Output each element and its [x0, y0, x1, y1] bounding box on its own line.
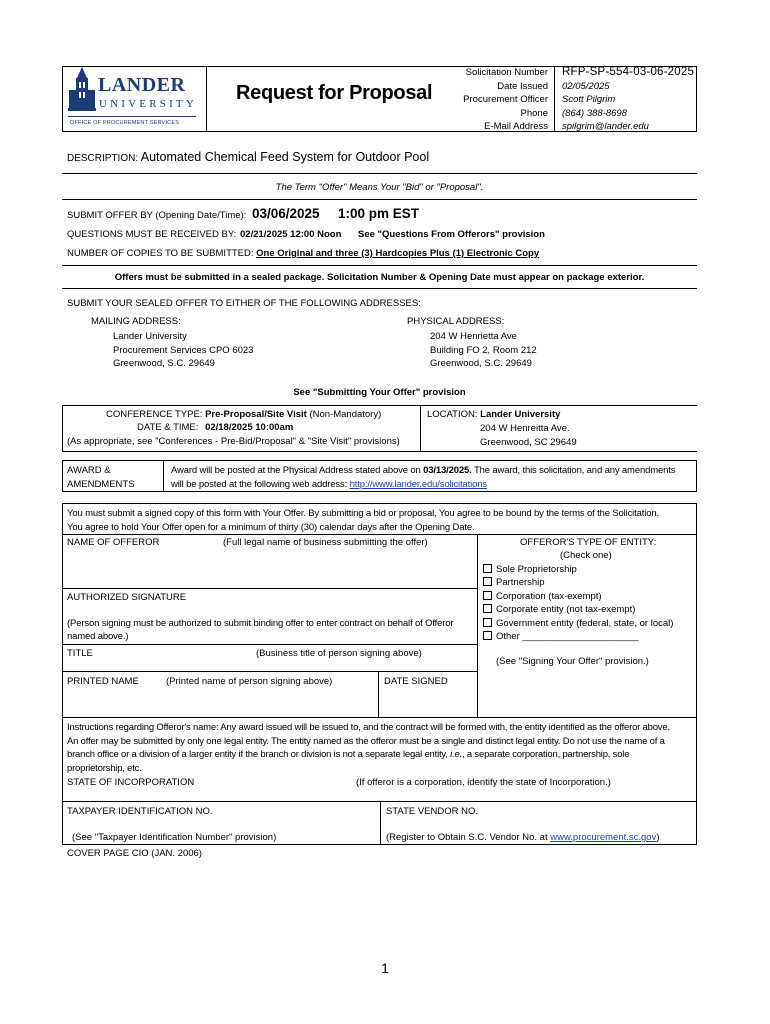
- copies-row: [67, 248, 539, 259]
- offeror-name-field[interactable]: [63, 550, 476, 588]
- entity-options: [483, 563, 673, 643]
- date-signed-label: DATE SIGNED: [384, 676, 448, 687]
- value-date-issued: 02/05/2025: [562, 80, 610, 92]
- award-text-3: will be posted at the following web address:: [171, 478, 350, 490]
- vendor-label: STATE VENDOR NO.: [386, 806, 479, 817]
- mailing-address: [113, 330, 253, 371]
- form-intro-line-1: You must submit a signed copy of this form with Your Offer. By submitting a bid or proposal, You agree to be bound by the terms of the Solicitation.: [67, 508, 659, 519]
- submit-by-label: SUBMIT OFFER BY (Opening Date/Time):: [67, 210, 247, 221]
- entity-option-corp-nonexempt[interactable]: [483, 603, 673, 616]
- entity-option-other[interactable]: [483, 630, 673, 643]
- label-procurement-officer: Procurement Officer: [463, 94, 548, 105]
- instructions: [67, 721, 693, 775]
- award-label-line-1: AWARD &: [67, 465, 111, 476]
- vendor-field[interactable]: [382, 818, 696, 830]
- conference-type-label: CONFERENCE TYPE:: [106, 409, 203, 420]
- label-date-issued: Date Issued: [497, 80, 548, 92]
- date-signed-divider: [378, 671, 379, 717]
- conference-type-note: (Non-Mandatory): [309, 409, 382, 420]
- entity-option-label: Corporate entity (not tax-exempt): [496, 604, 636, 616]
- physical-address: [430, 330, 537, 371]
- value-procurement-officer: Scott Pilgrim: [562, 94, 616, 105]
- entity-option-label: Partnership: [496, 577, 545, 589]
- label-solicitation-number: Solicitation Number: [465, 67, 548, 78]
- entity-option-corp-exempt[interactable]: [483, 590, 673, 603]
- entity-option-label: Sole Proprietorship: [496, 564, 577, 575]
- questions-note: See "Questions From Offerors" provision: [358, 229, 545, 240]
- date-signed-field[interactable]: [380, 690, 476, 716]
- conference-type-value: Pre-Proposal/Site Visit: [205, 409, 307, 420]
- solicitation-labels: [440, 66, 548, 134]
- copies-value: One Original and three (3) Hardcopies Plus (1) Electronic Copy: [256, 248, 540, 259]
- form-intro-line-2: You agree to hold Your Offer open for a minimum of thirty (30) calendar days after the Opening Date.: [67, 521, 475, 533]
- entity-option-label: Corporation (tax-exempt): [496, 590, 602, 602]
- solicitations-link[interactable]: http://www.lander.edu/solicitations: [349, 478, 487, 490]
- rule-name: [62, 588, 477, 589]
- signature-note-line-1: (Person signing must be authorized to submit binding offer to enter contract on behalf of Offeror: [67, 618, 454, 629]
- lander-tower-icon: [68, 66, 96, 114]
- rule-copies: [62, 265, 697, 266]
- logo-sub: UNIVERSITY: [99, 98, 197, 110]
- rule-signature: [62, 644, 477, 645]
- name-label: NAME OF OFFEROR: [67, 537, 160, 548]
- value-solicitation-number: RFP-SP-554-03-06-2025: [562, 66, 695, 78]
- tin-vendor-divider: [380, 801, 381, 845]
- instructions-3b: i.e.: [450, 749, 463, 760]
- lander-logo: [68, 66, 203, 130]
- entity-option-label: Other ______________________: [496, 631, 639, 643]
- entity-option-government[interactable]: [483, 617, 673, 630]
- state-incorporation-note: (If offeror is a corporation, identify the state of Incorporation.): [356, 777, 611, 788]
- instructions-line-1: Instructions regarding Offeror's name: Any award issued will be issued to, and the contract will be formed with, the entity identified as the offeror above.: [67, 722, 670, 733]
- checkbox-icon[interactable]: [483, 604, 492, 613]
- checkbox-icon[interactable]: [483, 591, 492, 600]
- entity-see-note: (See "Signing Your Offer" provision.): [496, 656, 649, 667]
- vendor-note-row: [386, 832, 660, 843]
- tin-label: TAXPAYER IDENTIFICATION NO.: [67, 806, 213, 817]
- footer-cover-page: COVER PAGE CIO (JAN. 2006): [67, 848, 202, 859]
- procurement-link[interactable]: www.procurement.sc.gov: [550, 832, 657, 843]
- title-note: (Business title of person signing above): [256, 648, 422, 659]
- questions-label: QUESTIONS MUST BE RECEIVED BY:: [67, 229, 237, 240]
- label-email: E-Mail Address: [484, 121, 548, 132]
- description-row: [67, 150, 429, 164]
- rule-offer-note: [62, 199, 697, 200]
- label-phone: Phone: [520, 107, 548, 119]
- value-phone: (864) 388-8698: [562, 107, 627, 119]
- entity-option-sole[interactable]: [483, 563, 673, 576]
- title-label: TITLE: [67, 648, 93, 659]
- name-note: (Full legal name of business submitting the offer): [223, 537, 428, 548]
- rule-intro: [62, 534, 697, 535]
- location-line: Greenwood, SC 29649: [480, 436, 577, 448]
- vendor-note-end: ): [656, 832, 660, 843]
- instructions-line-3: [67, 748, 693, 762]
- printed-name-label: PRINTED NAME: [67, 676, 139, 687]
- checkbox-icon[interactable]: [483, 618, 492, 627]
- mailing-line: Procurement Services CPO 6023: [113, 344, 254, 356]
- signature-note-line-2: named above.): [67, 630, 129, 642]
- copies-label: NUMBER OF COPIES TO BE SUBMITTED:: [67, 248, 254, 259]
- location-value: Lander University: [480, 409, 561, 420]
- header-divider-logo: [206, 66, 207, 132]
- offer-note: The Term "Offer" Means Your "Bid" or "Proposal".: [275, 182, 484, 193]
- physical-line: Greenwood, S.C. 29649: [430, 358, 532, 370]
- value-email: spilgrim@lander.edu: [562, 121, 649, 132]
- conference-date-row: [137, 422, 293, 433]
- location-address: [480, 422, 577, 449]
- conference-divider: [420, 405, 421, 451]
- signature-note: [67, 618, 472, 643]
- instructions-3c: , a separate corporation, partnership, sole: [462, 749, 630, 760]
- location-row: [427, 409, 560, 420]
- checkbox-icon[interactable]: [483, 577, 492, 586]
- description-value: Automated Chemical Feed System for Outdoor Pool: [140, 150, 430, 164]
- page-number: 1: [381, 960, 389, 976]
- submitting-offer-note: See "Submitting Your Offer" provision: [293, 387, 466, 398]
- physical-line: Building FO 2, Room 212: [430, 344, 537, 356]
- solicitation-values: [562, 66, 696, 134]
- logo-name: LANDER: [98, 74, 186, 96]
- submit-time: 1:00 pm EST: [338, 206, 420, 221]
- award-date: 03/13/2025.: [423, 465, 472, 476]
- rule-sealed: [62, 288, 697, 289]
- rule-entity-bottom: [62, 717, 697, 718]
- award-text-2: The award, this solicitation, and any amendments: [471, 465, 676, 476]
- mailing-line: Lander University: [113, 331, 187, 342]
- state-incorporation-label: STATE OF INCORPORATION: [67, 777, 195, 788]
- conference-note: (As appropriate, see "Conferences - Pre-Bid/Proposal" & "Site Visit" provisions): [67, 436, 400, 447]
- header-divider-info: [554, 66, 555, 132]
- checkbox-icon[interactable]: [483, 564, 492, 573]
- tin-note: (See "Taxpayer Identification Number" provision): [72, 832, 277, 843]
- printed-name-field[interactable]: [63, 690, 377, 716]
- rule-conference-top: [62, 405, 697, 406]
- physical-address-label: PHYSICAL ADDRESS:: [407, 316, 505, 327]
- tin-field[interactable]: [63, 818, 379, 830]
- entity-divider: [477, 534, 478, 717]
- sealed-notice: Offers must be submitted in a sealed package. Solicitation Number & Opening Date must appear on package exterior.: [114, 272, 645, 283]
- location-label: LOCATION:: [427, 409, 478, 420]
- logo-rule: [68, 116, 196, 117]
- instructions-line-4: proprietorship, etc.: [67, 762, 142, 774]
- entity-option-label: Government entity (federal, state, or local): [496, 617, 674, 629]
- vendor-note: (Register to Obtain S.C. Vendor No. at: [386, 832, 551, 843]
- entity-check-note: (Check one): [560, 550, 612, 561]
- instructions-line-2: An offer may be submitted by only one legal entity. The entity named as the offeror must be a single and distinct legal entity. Do not use the name of a: [67, 735, 665, 747]
- logo-office: OFFICE OF PROCUREMENT SERVICES: [70, 120, 180, 126]
- award-line-1: [171, 464, 693, 478]
- award-label: [67, 464, 135, 491]
- award-label-line-2: AMENDMENTS: [67, 478, 135, 490]
- printed-name-note: (Printed name of person signing above): [166, 676, 333, 687]
- conference-left-edge: [62, 405, 63, 451]
- award-text: [171, 464, 693, 491]
- entity-heading: OFFEROR'S TYPE OF ENTITY:: [520, 537, 657, 548]
- state-incorporation-field[interactable]: [63, 789, 696, 801]
- title-field[interactable]: [63, 660, 476, 670]
- signature-label: AUTHORIZED SIGNATURE: [67, 592, 187, 603]
- form-intro: [67, 507, 695, 534]
- conference-dt-label: DATE & TIME:: [137, 422, 199, 433]
- mailing-address-label: MAILING ADDRESS:: [91, 316, 181, 327]
- rule-description: [62, 173, 697, 174]
- rule-title: [62, 671, 477, 672]
- entity-option-partnership[interactable]: [483, 576, 673, 589]
- addresses-heading: SUBMIT YOUR SEALED OFFER TO EITHER OF THE FOLLOWING ADDRESSES:: [67, 298, 421, 309]
- conference-dt-value: 02/18/2025 10:00am: [205, 422, 294, 433]
- conference-type-row: [106, 409, 381, 420]
- instructions-3a: branch office or a division of a larger entity if the branch or division is not a separate legal entity,: [67, 749, 451, 760]
- physical-line: 204 W Henrietta Ave: [430, 331, 517, 342]
- rule-conference-bottom: [62, 451, 697, 452]
- award-line-2: [171, 478, 693, 492]
- questions-value: 02/21/2025 12:00 Noon: [240, 229, 342, 240]
- page-title: Request for Proposal: [236, 82, 433, 104]
- checkbox-icon[interactable]: [483, 631, 492, 640]
- description-label: DESCRIPTION:: [67, 153, 139, 164]
- award-text-1: Award will be posted at the Physical Address stated above on: [171, 465, 424, 476]
- mailing-line: Greenwood, S.C. 29649: [113, 358, 215, 370]
- signature-field[interactable]: [63, 604, 476, 616]
- location-line: 204 W Henreitta Ave.: [480, 423, 570, 434]
- submit-date: 03/06/2025: [252, 206, 320, 221]
